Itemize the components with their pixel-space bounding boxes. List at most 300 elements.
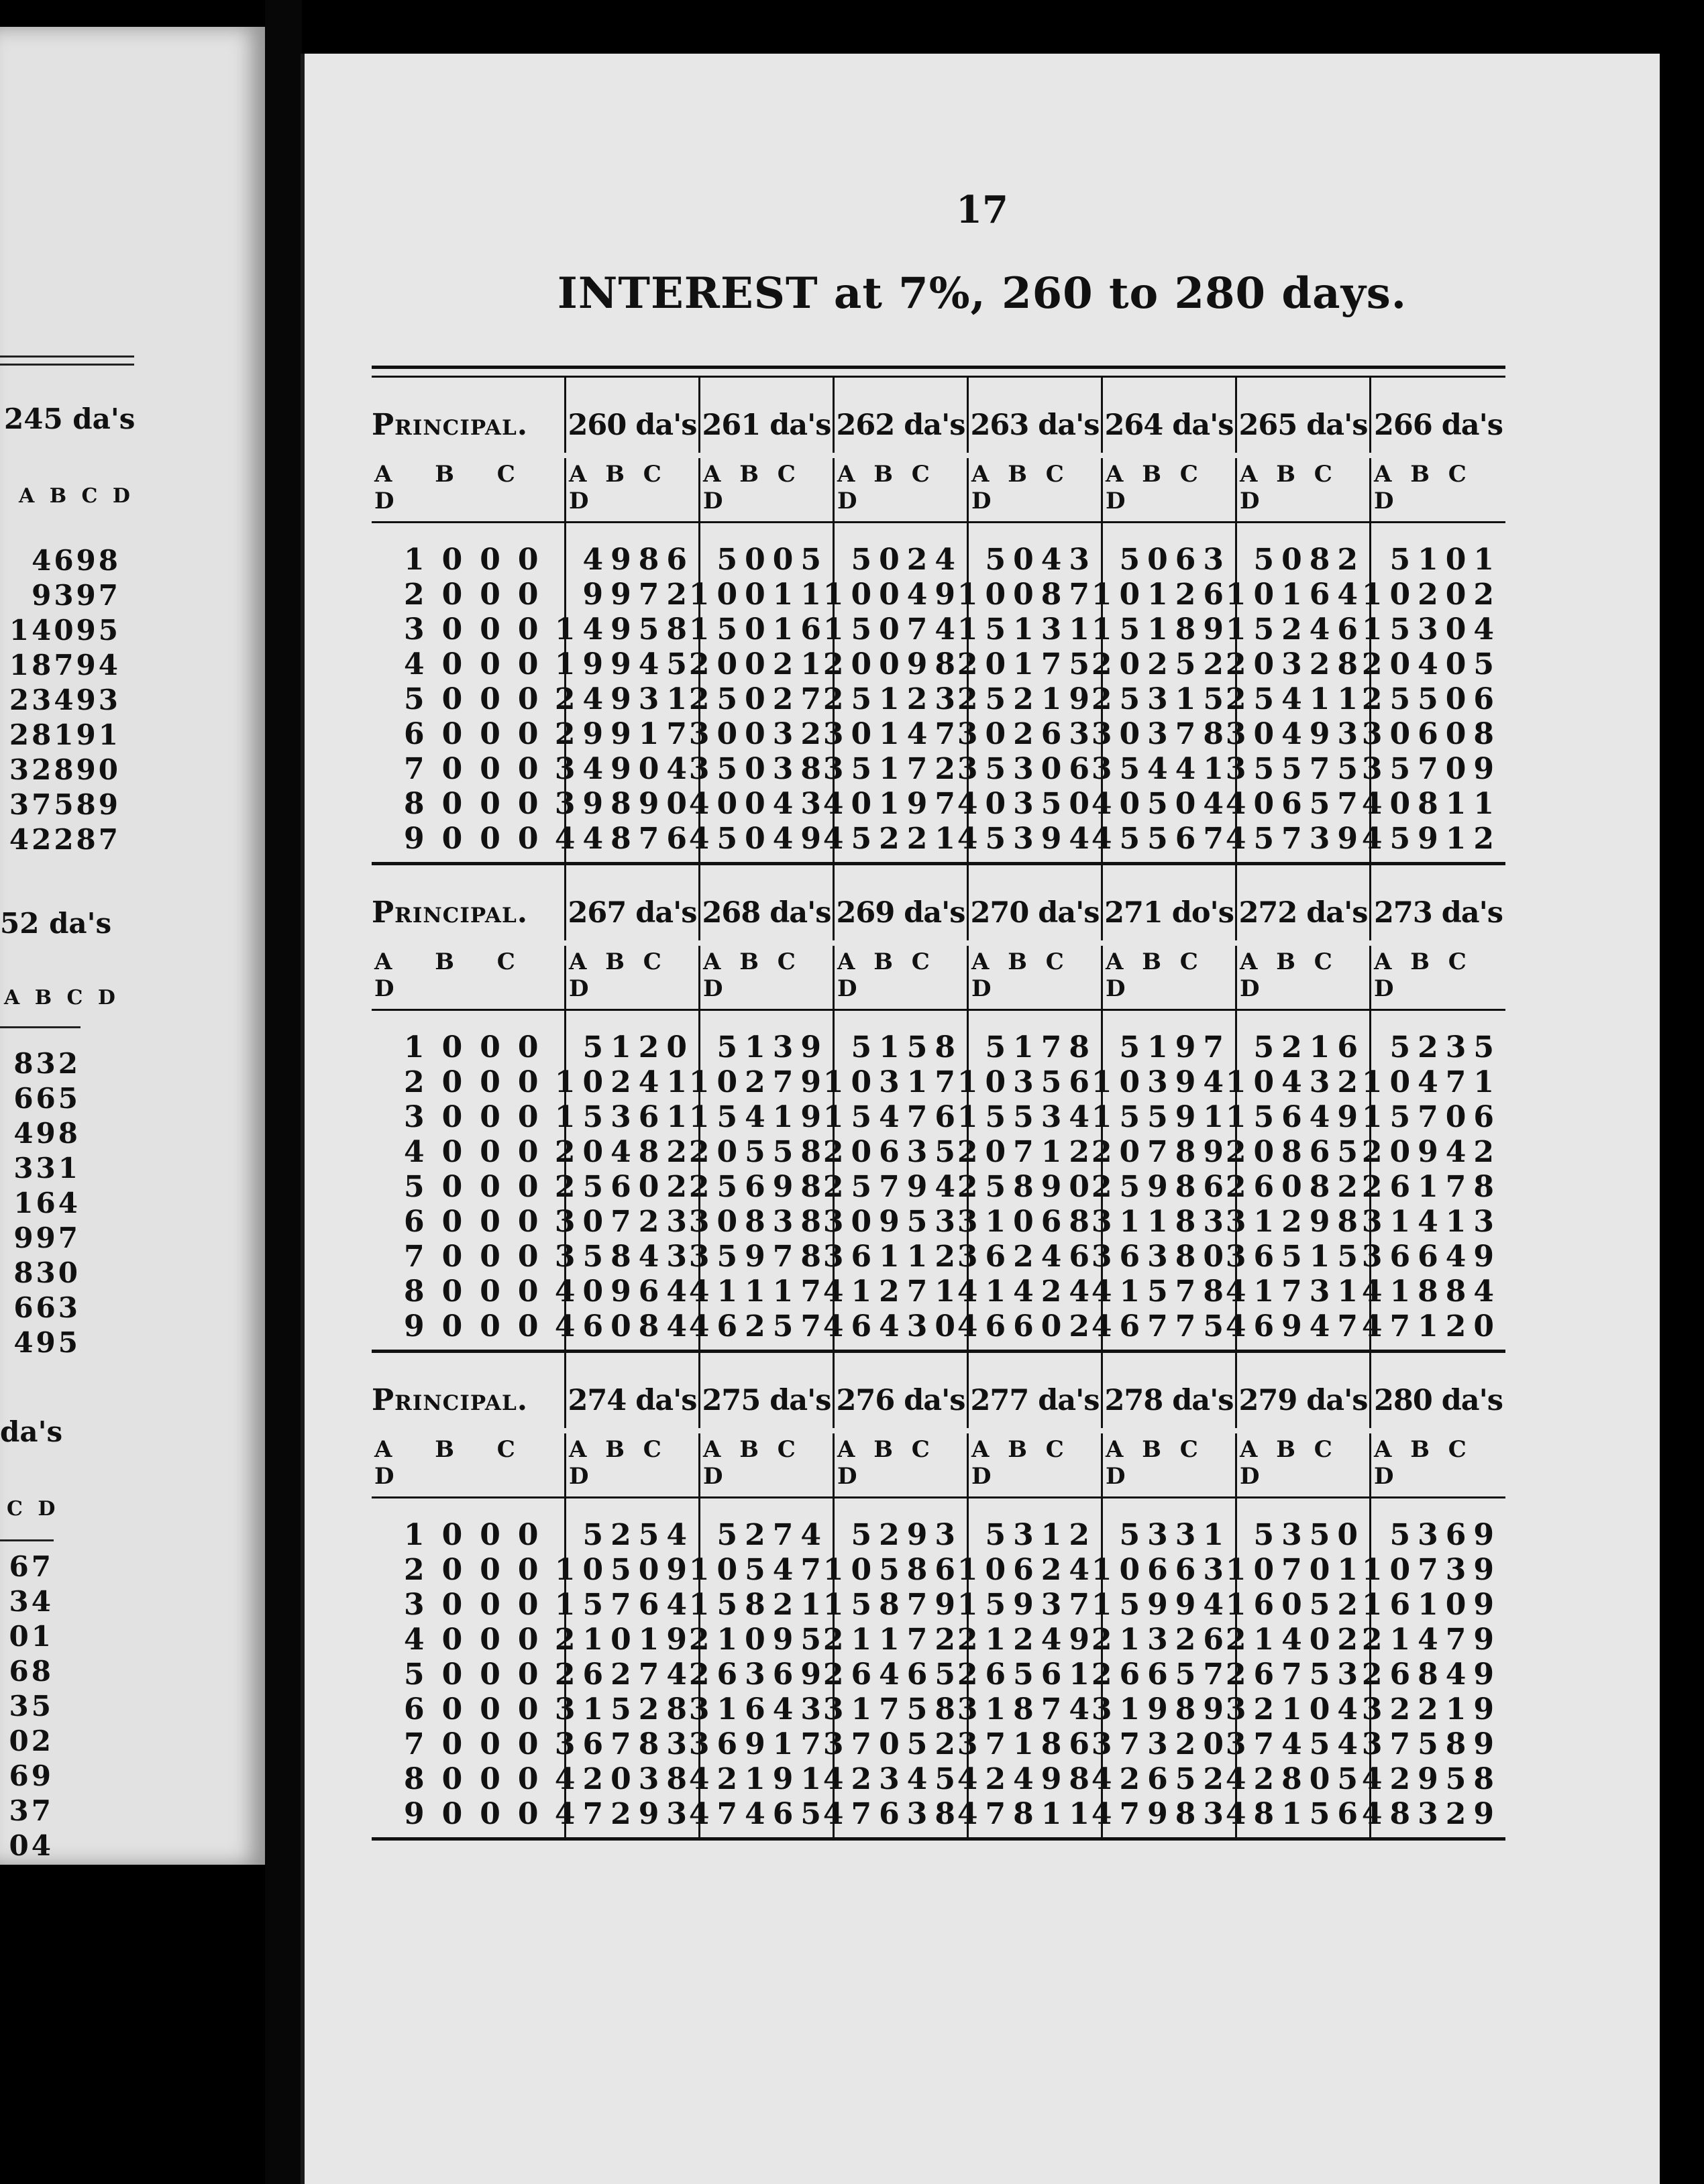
left-value: 04	[9, 1829, 54, 1862]
interest-value: 34904	[554, 752, 694, 786]
interest-column	[688, 525, 835, 862]
interest-value: 47465	[688, 1797, 829, 1831]
interest-value: 31989	[1091, 1692, 1231, 1727]
left-value: 997	[13, 1221, 81, 1254]
left-value: 01	[9, 1620, 54, 1653]
abcd-subheader-cell	[700, 946, 835, 1013]
interest-value: 37186	[957, 1727, 1097, 1761]
table-block	[372, 1350, 1505, 1837]
interest-value: 26561	[957, 1657, 1097, 1692]
interest-value: 37052	[822, 1727, 963, 1761]
abcd-subheader-cell	[566, 458, 700, 525]
interest-value: 21326	[1091, 1623, 1231, 1657]
interest-value: 26753	[1225, 1657, 1365, 1692]
interest-value: 21479	[1361, 1623, 1501, 1657]
abcd-subheader-cell	[835, 458, 969, 525]
interest-value: 5139	[716, 1030, 829, 1064]
left-value: 67	[9, 1550, 54, 1583]
interest-value: 47120	[1361, 1309, 1501, 1344]
abcd-subheader-cell	[566, 946, 700, 1013]
interest-value: 26465	[822, 1657, 963, 1692]
abcd-subheader-cell	[700, 458, 835, 525]
principal-value: 6000	[404, 1205, 556, 1239]
interest-value: 40504	[1091, 787, 1231, 821]
interest-value: 20328	[1225, 647, 1365, 681]
interest-value: 20405	[1361, 647, 1501, 681]
table-top-rule	[372, 366, 1505, 378]
principal-column	[372, 525, 566, 862]
abcd-label: A B C D	[700, 461, 833, 523]
principal-value: 3000	[404, 612, 556, 647]
interest-value: 30493	[1225, 717, 1365, 751]
abcd-label: A B C D	[372, 948, 564, 1011]
interest-value: 10087	[957, 578, 1097, 612]
abcd-subheader-cell	[1371, 458, 1505, 525]
abcd-subheader-cell	[835, 1433, 969, 1500]
principal-value: 4000	[404, 1623, 556, 1657]
interest-value: 46430	[822, 1309, 963, 1344]
interest-value: 30723	[554, 1205, 694, 1239]
abcd-label: A B C D	[835, 948, 967, 1011]
interest-value: 5043	[985, 543, 1097, 577]
left-value: 498	[13, 1117, 81, 1150]
day-column-header: 267 da's	[566, 865, 700, 940]
interest-value: 20712	[957, 1135, 1097, 1169]
abcd-subheader-row	[372, 458, 1505, 525]
day-column-header: 263 da's	[969, 378, 1103, 453]
interest-value: 35709	[1361, 752, 1501, 786]
interest-value: 37454	[1225, 1727, 1365, 1761]
principal-value: 1000	[404, 1518, 556, 1552]
interest-value: 31413	[1361, 1205, 1501, 1239]
abcd-label: A B C D	[372, 1436, 564, 1498]
interest-value: 31068	[957, 1205, 1097, 1239]
interest-value: 25986	[1091, 1170, 1231, 1204]
interest-value: 45049	[688, 822, 829, 856]
interest-value: 44876	[554, 822, 694, 856]
left-value: 42287	[9, 823, 121, 856]
left-abcd-1: A B C D	[19, 484, 134, 508]
interest-value: 21402	[1225, 1623, 1365, 1657]
interest-value: 41117	[688, 1274, 829, 1309]
left-value: 37	[9, 1794, 54, 1827]
interest-value: 15591	[1091, 1100, 1231, 1134]
left-day-header-1: 245 da's	[4, 402, 136, 435]
abcd-label: A B C D	[1371, 461, 1505, 523]
left-value: 9397	[32, 579, 121, 612]
interest-value: 5312	[985, 1518, 1097, 1552]
day-column-header: 261 da's	[700, 378, 835, 453]
interest-value: 37320	[1091, 1727, 1231, 1761]
interest-value: 47293	[554, 1797, 694, 1831]
abcd-label: A B C D	[700, 948, 833, 1011]
interest-value: 5350	[1253, 1518, 1365, 1552]
abcd-subheader-cell	[1237, 1433, 1371, 1500]
interest-value: 30953	[822, 1205, 963, 1239]
left-value: 331	[13, 1152, 81, 1185]
interest-value: 36380	[1091, 1240, 1231, 1274]
interest-value: 32104	[1225, 1692, 1365, 1727]
interest-value: 31298	[1225, 1205, 1365, 1239]
interest-column	[1091, 1500, 1237, 1837]
interest-column	[1361, 525, 1505, 862]
interest-value: 36783	[554, 1727, 694, 1761]
principal-value: 4000	[404, 1135, 556, 1169]
interest-value: 32219	[1361, 1692, 1501, 1727]
interest-value: 36112	[822, 1240, 963, 1274]
principal-value: 1000	[404, 1030, 556, 1064]
interest-value: 20865	[1225, 1135, 1365, 1169]
interest-value: 5197	[1119, 1030, 1231, 1064]
principal-value: 7000	[404, 1727, 556, 1761]
interest-value: 31643	[688, 1692, 829, 1727]
left-abcd-3: C D	[7, 1497, 60, 1521]
abcd-label: A B C D	[1103, 461, 1235, 523]
interest-column	[1225, 1500, 1371, 1837]
interest-value: 5120	[582, 1030, 694, 1064]
interest-value: 15131	[957, 612, 1097, 647]
interest-value: 35843	[554, 1240, 694, 1274]
interest-value: 20098	[822, 647, 963, 681]
left-abcd-2: A B C D	[4, 986, 119, 1009]
principal-value: 8000	[404, 787, 556, 821]
day-column-header: 270 da's	[969, 865, 1103, 940]
abcd-label: A B C D	[566, 1436, 698, 1498]
interest-value: 10624	[957, 1553, 1097, 1587]
book-gutter	[265, 0, 302, 2184]
interest-value: 10739	[1361, 1553, 1501, 1587]
principal-value: 1000	[404, 543, 556, 577]
interest-value: 35306	[957, 752, 1097, 786]
interest-column	[688, 1013, 835, 1350]
interest-value: 25890	[957, 1170, 1097, 1204]
interest-value: 30032	[688, 717, 829, 751]
interest-value: 10586	[822, 1553, 963, 1587]
abcd-subheader-cell	[1237, 458, 1371, 525]
interest-value: 31758	[822, 1692, 963, 1727]
principal-value: 5000	[404, 1657, 556, 1692]
interest-value: 5158	[851, 1030, 963, 1064]
interest-column	[957, 1500, 1103, 1837]
abcd-subheader-cell	[969, 458, 1103, 525]
interest-value: 20558	[688, 1135, 829, 1169]
interest-value: 10394	[1091, 1065, 1231, 1099]
left-page-fragment	[0, 27, 265, 1865]
principal-header: Principal.	[372, 1353, 566, 1428]
interest-column	[1361, 1500, 1505, 1837]
interest-value: 10241	[554, 1065, 694, 1099]
interest-value: 36649	[1361, 1240, 1501, 1274]
interest-value: 25315	[1091, 682, 1231, 716]
interest-value: 42191	[688, 1762, 829, 1796]
day-column-header: 262 da's	[835, 378, 969, 453]
left-value: 18794	[9, 649, 121, 681]
interest-value: 26082	[1225, 1170, 1365, 1204]
abcd-subheader-cell	[1103, 458, 1237, 525]
interest-value: 15649	[1225, 1100, 1365, 1134]
left-value: 32890	[9, 753, 121, 786]
interest-value: 21019	[554, 1623, 694, 1657]
interest-value: 41731	[1225, 1274, 1365, 1309]
abcd-label: A B C D	[969, 948, 1101, 1011]
interest-value: 30608	[1361, 717, 1501, 751]
day-column-header: 268 da's	[700, 865, 835, 940]
interest-value: 29917	[554, 717, 694, 751]
interest-value: 10317	[822, 1065, 963, 1099]
interest-value: 25794	[822, 1170, 963, 1204]
interest-value: 36515	[1225, 1240, 1365, 1274]
day-header-row	[372, 865, 1505, 946]
abcd-label: A B C D	[835, 461, 967, 523]
interest-value: 35978	[688, 1240, 829, 1274]
interest-column	[822, 1013, 969, 1350]
table-block	[372, 378, 1505, 862]
interest-value: 10011	[688, 578, 829, 612]
interest-value: 5331	[1119, 1518, 1231, 1552]
interest-column	[957, 525, 1103, 862]
interest-column	[822, 1500, 969, 1837]
day-column-header: 278 da's	[1103, 1353, 1237, 1428]
interest-value: 5101	[1389, 543, 1501, 577]
interest-value: 20942	[1361, 1135, 1501, 1169]
interest-value: 47638	[822, 1797, 963, 1831]
interest-value: 46257	[688, 1309, 829, 1344]
interest-value: 15879	[822, 1588, 963, 1622]
interest-value: 20482	[554, 1135, 694, 1169]
interest-value: 20021	[688, 647, 829, 681]
left-top-rule	[0, 356, 134, 358]
principal-value: 4000	[404, 647, 556, 681]
interest-value: 10356	[957, 1065, 1097, 1099]
abcd-label: A B C D	[372, 461, 564, 523]
table-block	[372, 862, 1505, 1350]
abcd-subheader-cell	[1371, 946, 1505, 1013]
principal-header: Principal.	[372, 378, 566, 453]
interest-column	[554, 1013, 700, 1350]
interest-value: 10471	[1361, 1065, 1501, 1099]
values-grid	[372, 1500, 1505, 1837]
abcd-subheader-cell	[372, 946, 566, 1013]
abcd-subheader-cell	[969, 946, 1103, 1013]
interest-value: 35038	[688, 752, 829, 786]
interest-table	[372, 366, 1505, 1841]
interest-column	[1091, 525, 1237, 862]
interest-value: 5178	[985, 1030, 1097, 1064]
principal-value: 9000	[404, 822, 556, 856]
left-value: 14095	[9, 614, 121, 647]
interest-value: 35575	[1225, 752, 1365, 786]
day-column-header: 280 da's	[1373, 1384, 1503, 1417]
interest-value: 5254	[582, 1518, 694, 1552]
interest-value: 15189	[1091, 612, 1231, 647]
interest-value: 20175	[957, 647, 1097, 681]
values-grid	[372, 1013, 1505, 1350]
principal-value: 9000	[404, 1309, 556, 1344]
interest-value: 46084	[554, 1309, 694, 1344]
interest-value: 10126	[1091, 578, 1231, 612]
abcd-label: A B C D	[1237, 1436, 1369, 1498]
interest-value: 15764	[554, 1588, 694, 1622]
abcd-subheader-cell	[1371, 1433, 1505, 1500]
abcd-subheader-cell	[969, 1433, 1103, 1500]
values-grid	[372, 525, 1505, 862]
abcd-label: A B C D	[566, 948, 698, 1011]
interest-value: 35172	[822, 752, 963, 786]
day-column-header: 266 da's	[1373, 408, 1503, 442]
interest-value: 10202	[1361, 578, 1501, 612]
interest-value: 15246	[1225, 612, 1365, 647]
page-title: INTEREST at 7%, 260 to 280 days.	[557, 268, 1407, 319]
left-value: 164	[13, 1187, 81, 1219]
interest-value: 41578	[1091, 1274, 1231, 1309]
left-value: 68	[9, 1655, 54, 1688]
left-value: 37589	[9, 788, 121, 821]
left-top-rule-2	[0, 364, 134, 366]
principal-value: 6000	[404, 717, 556, 751]
interest-value: 15419	[688, 1100, 829, 1134]
interest-value: 5235	[1389, 1030, 1501, 1064]
left-value: 665	[13, 1082, 81, 1115]
abcd-label: A B C D	[1103, 948, 1235, 1011]
table-blocks	[372, 378, 1505, 1841]
interest-value: 25602	[554, 1170, 694, 1204]
table-bottom-rule	[372, 1837, 1505, 1841]
day-column-header: 265 da's	[1237, 378, 1371, 453]
principal-value: 2000	[404, 1065, 556, 1099]
left-value: 832	[13, 1047, 81, 1080]
interest-value: 21095	[688, 1623, 829, 1657]
day-column-header: 276 da's	[835, 1353, 969, 1428]
interest-value: 25123	[822, 682, 963, 716]
left-value: 34	[9, 1585, 54, 1618]
interest-value: 42652	[1091, 1762, 1231, 1796]
interest-value: 40197	[822, 787, 963, 821]
interest-value: 42345	[822, 1762, 963, 1796]
abcd-subheader-cell	[1237, 946, 1371, 1013]
principal-value: 5000	[404, 682, 556, 716]
interest-value: 5274	[716, 1518, 829, 1552]
day-column-header: 273 da's	[1373, 896, 1503, 930]
abcd-subheader-row	[372, 1433, 1505, 1500]
interest-value: 10509	[554, 1553, 694, 1587]
interest-value: 37589	[1361, 1727, 1501, 1761]
interest-value: 9972	[582, 578, 694, 612]
interest-value: 15706	[1361, 1100, 1501, 1134]
interest-value: 36917	[688, 1727, 829, 1761]
abcd-label: A B C D	[835, 1436, 967, 1498]
left-day-header-2: 52 da's	[0, 907, 112, 940]
interest-column	[554, 525, 700, 862]
interest-value: 15821	[688, 1588, 829, 1622]
interest-value: 40350	[957, 787, 1097, 821]
interest-value: 15016	[688, 612, 829, 647]
interest-column	[957, 1013, 1103, 1350]
left-value: 4698	[32, 544, 121, 577]
interest-column	[1091, 1013, 1237, 1350]
interest-value: 31528	[554, 1692, 694, 1727]
interest-value: 21249	[957, 1623, 1097, 1657]
interest-value: 40043	[688, 787, 829, 821]
left-mid-rule	[0, 1026, 81, 1028]
principal-value: 7000	[404, 1240, 556, 1274]
page-number: 17	[956, 188, 1008, 232]
interest-value: 5063	[1119, 543, 1231, 577]
abcd-label: A B C D	[1103, 1436, 1235, 1498]
left-value: 830	[13, 1256, 81, 1289]
abcd-label: A B C D	[969, 1436, 1101, 1498]
day-column-header: 269 da's	[835, 865, 969, 940]
interest-value: 30838	[688, 1205, 829, 1239]
interest-value: 30263	[957, 717, 1097, 751]
left-value: 02	[9, 1725, 54, 1757]
interest-value: 42958	[1361, 1762, 1501, 1796]
interest-value: 25506	[1361, 682, 1501, 716]
interest-column	[688, 1500, 835, 1837]
interest-value: 5369	[1389, 1518, 1501, 1552]
interest-value: 46947	[1225, 1309, 1365, 1344]
interest-value: 42498	[957, 1762, 1097, 1796]
interest-value: 46602	[957, 1309, 1097, 1344]
interest-value: 10279	[688, 1065, 829, 1099]
interest-value: 19945	[554, 647, 694, 681]
abcd-subheader-row	[372, 946, 1505, 1013]
left-values-block-2	[0, 1046, 81, 1360]
interest-value: 16109	[1361, 1588, 1501, 1622]
interest-value: 45912	[1361, 822, 1501, 856]
interest-value: 25219	[957, 682, 1097, 716]
interest-value: 40964	[554, 1274, 694, 1309]
left-values-block-1	[0, 543, 121, 857]
interest-value: 15534	[957, 1100, 1097, 1134]
interest-value: 26178	[1361, 1170, 1501, 1204]
principal-value: 6000	[404, 1692, 556, 1727]
interest-value: 26657	[1091, 1657, 1231, 1692]
interest-value: 45394	[957, 822, 1097, 856]
interest-value: 25027	[688, 682, 829, 716]
left-value: 23493	[9, 684, 121, 716]
interest-value: 25411	[1225, 682, 1365, 716]
interest-column	[554, 1500, 700, 1837]
abcd-subheader-cell	[700, 1433, 835, 1500]
abcd-label: A B C D	[1237, 461, 1369, 523]
interest-value: 15304	[1361, 612, 1501, 647]
interest-value: 26274	[554, 1657, 694, 1692]
interest-value: 30378	[1091, 717, 1231, 751]
day-header-row	[372, 1353, 1505, 1433]
interest-value: 36246	[957, 1240, 1097, 1274]
interest-value: 39890	[554, 787, 694, 821]
left-value: 663	[13, 1291, 81, 1324]
principal-value: 8000	[404, 1274, 556, 1309]
interest-value: 40657	[1225, 787, 1365, 821]
interest-value: 20635	[822, 1135, 963, 1169]
interest-value: 10164	[1225, 578, 1365, 612]
principal-value: 2000	[404, 578, 556, 612]
interest-value: 46775	[1091, 1309, 1231, 1344]
interest-value: 10663	[1091, 1553, 1231, 1587]
interest-value: 15476	[822, 1100, 963, 1134]
abcd-subheader-cell	[372, 458, 566, 525]
day-column-header: 260 da's	[566, 378, 700, 453]
left-value: 69	[9, 1759, 54, 1792]
interest-value: 15994	[1091, 1588, 1231, 1622]
principal-value: 7000	[404, 752, 556, 786]
interest-value: 10547	[688, 1553, 829, 1587]
interest-value: 31183	[1091, 1205, 1231, 1239]
principal-value: 3000	[404, 1588, 556, 1622]
abcd-subheader-cell	[372, 1433, 566, 1500]
interest-value: 41271	[822, 1274, 963, 1309]
